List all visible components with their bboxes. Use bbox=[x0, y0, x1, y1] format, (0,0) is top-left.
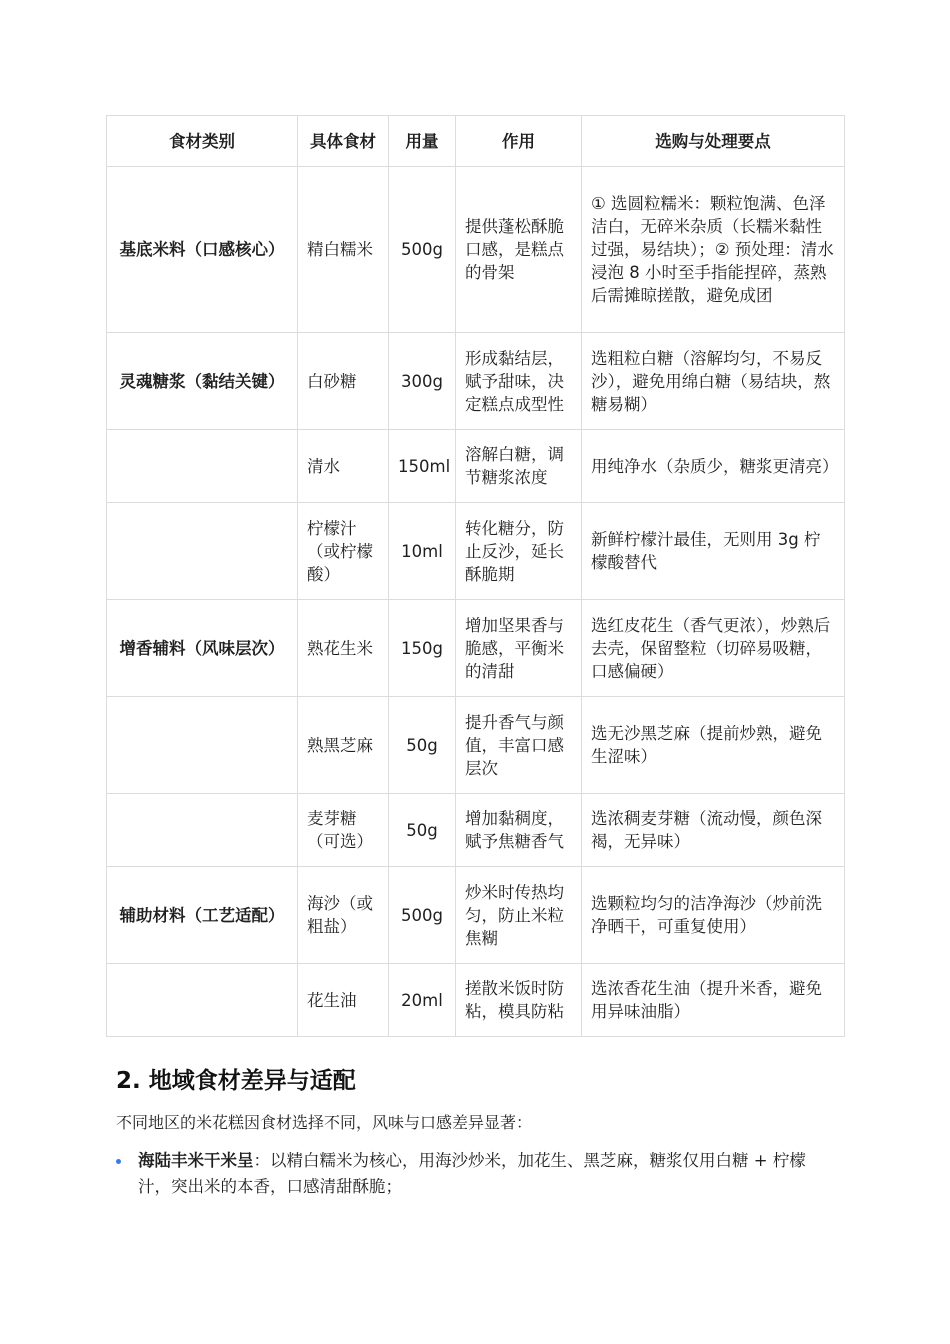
cell-amount: 10ml bbox=[389, 503, 456, 600]
cell-ingredient: 精白糯米 bbox=[298, 167, 389, 333]
ingredients-table bbox=[106, 115, 845, 1037]
cell-amount: 50g bbox=[389, 794, 456, 867]
table-row bbox=[107, 333, 845, 430]
cell-role: 提升香气与颜值，丰富口感层次 bbox=[456, 697, 582, 794]
cell-ingredient: 白砂糖 bbox=[298, 333, 389, 430]
cell-ingredient: 柠檬汁（或柠檬酸） bbox=[298, 503, 389, 600]
header-role: 作用 bbox=[456, 116, 582, 167]
section-heading: 2. 地域食材差异与适配 bbox=[116, 1068, 356, 1094]
cell-category bbox=[107, 964, 298, 1037]
cell-tips: 用纯净水（杂质少，糖浆更清亮） bbox=[582, 430, 845, 503]
cell-category: 灵魂糖浆（黏结关键） bbox=[107, 333, 298, 430]
cell-ingredient: 花生油 bbox=[298, 964, 389, 1037]
cell-role: 搓散米饭时防粘，模具防粘 bbox=[456, 964, 582, 1037]
table-row bbox=[107, 167, 845, 333]
cell-role: 形成黏结层，赋予甜味，决定糕点成型性 bbox=[456, 333, 582, 430]
table-row bbox=[107, 867, 845, 964]
table-row bbox=[107, 503, 845, 600]
cell-amount: 150g bbox=[389, 600, 456, 697]
header-amount: 用量 bbox=[389, 116, 456, 167]
table-row bbox=[107, 430, 845, 503]
header-tips: 选购与处理要点 bbox=[582, 116, 845, 167]
table-row bbox=[107, 964, 845, 1037]
table-row bbox=[107, 697, 845, 794]
cell-ingredient: 清水 bbox=[298, 430, 389, 503]
cell-category bbox=[107, 794, 298, 867]
cell-amount: 500g bbox=[389, 867, 456, 964]
cell-category: 辅助材料（工艺适配） bbox=[107, 867, 298, 964]
bullet-icon bbox=[116, 1159, 121, 1164]
cell-tips: ① 选圆粒糯米：颗粒饱满、色泽洁白，无碎米杂质（长糯米黏性过强，易结块）；② 预处理：清水浸泡 8 小时至手指能捏碎，蒸熟后需摊晾搓散，避免成团 bbox=[582, 167, 845, 333]
cell-category: 增香辅料（风味层次） bbox=[107, 600, 298, 697]
list-item bbox=[116, 1148, 836, 1200]
cell-amount: 150ml bbox=[389, 430, 456, 503]
list-item-title: 海陆丰米干米呈 bbox=[138, 1151, 254, 1170]
cell-tips: 选粗粒白糖（溶解均匀，不易反沙），避免用绵白糖（易结块，熬糖易糊） bbox=[582, 333, 845, 430]
list-item-text: ：以精白糯米为核心，用海沙炒米，加花生、黑芝麻，糖浆仅用白糖 + 柠檬汁，突出米的本香，口感清甜酥脆； bbox=[138, 1151, 806, 1196]
table-header-row bbox=[107, 116, 845, 167]
cell-amount: 20ml bbox=[389, 964, 456, 1037]
cell-amount: 300g bbox=[389, 333, 456, 430]
cell-role: 增加黏稠度，赋予焦糖香气 bbox=[456, 794, 582, 867]
table-row bbox=[107, 600, 845, 697]
cell-ingredient: 海沙（或粗盐） bbox=[298, 867, 389, 964]
cell-role: 溶解白糖，调节糖浆浓度 bbox=[456, 430, 582, 503]
cell-category: 基底米料（口感核心） bbox=[107, 167, 298, 333]
cell-amount: 50g bbox=[389, 697, 456, 794]
cell-ingredient: 熟黑芝麻 bbox=[298, 697, 389, 794]
cell-tips: 选无沙黑芝麻（提前炒熟，避免生涩味） bbox=[582, 697, 845, 794]
cell-category bbox=[107, 503, 298, 600]
section-intro: 不同地区的米花糕因食材选择不同，风味与口感差异显著： bbox=[116, 1113, 533, 1132]
cell-role: 提供蓬松酥脆口感，是糕点的骨架 bbox=[456, 167, 582, 333]
table-row bbox=[107, 794, 845, 867]
cell-role: 增加坚果香与脆感，平衡米的清甜 bbox=[456, 600, 582, 697]
header-ingredient: 具体食材 bbox=[298, 116, 389, 167]
header-category: 食材类别 bbox=[107, 116, 298, 167]
cell-tips: 选颗粒均匀的洁净海沙（炒前洗净晒干，可重复使用） bbox=[582, 867, 845, 964]
cell-amount: 500g bbox=[389, 167, 456, 333]
cell-tips: 选浓稠麦芽糖（流动慢，颜色深褐，无异味） bbox=[582, 794, 845, 867]
cell-ingredient: 熟花生米 bbox=[298, 600, 389, 697]
cell-category bbox=[107, 430, 298, 503]
cell-category bbox=[107, 697, 298, 794]
cell-tips: 选红皮花生（香气更浓），炒熟后去壳，保留整粒（切碎易吸糖，口感偏硬） bbox=[582, 600, 845, 697]
cell-tips: 新鲜柠檬汁最佳，无则用 3g 柠檬酸替代 bbox=[582, 503, 845, 600]
cell-tips: 选浓香花生油（提升米香，避免用异味油脂） bbox=[582, 964, 845, 1037]
cell-ingredient: 麦芽糖（可选） bbox=[298, 794, 389, 867]
cell-role: 转化糖分，防止反沙，延长酥脆期 bbox=[456, 503, 582, 600]
cell-role: 炒米时传热均匀，防止米粒焦糊 bbox=[456, 867, 582, 964]
